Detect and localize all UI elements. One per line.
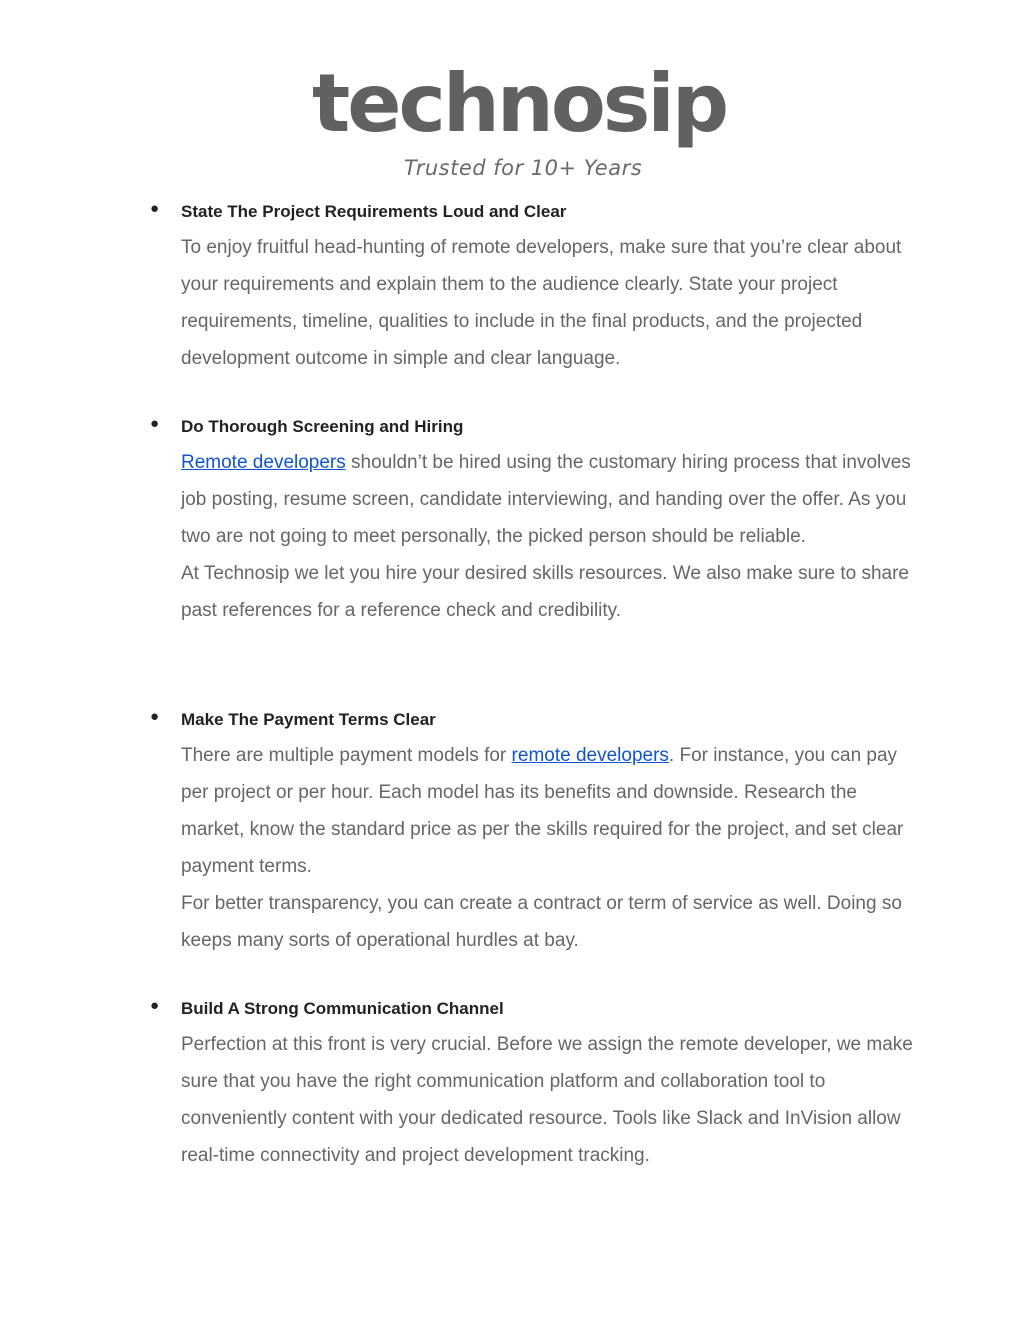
bullet-icon: ●: [150, 708, 160, 725]
remote-developers-link[interactable]: remote developers: [511, 745, 669, 766]
section-heading: Build A Strong Communication Channel: [181, 999, 504, 1018]
section-paragraph: For better transparency, you can create a contract or term of service as well. Doing so keeps many sorts of operational hurdles at bay.: [181, 893, 902, 951]
section-screening: [150, 415, 930, 629]
bullet-icon: ●: [150, 997, 160, 1014]
logo-wordmark: technosip: [312, 57, 727, 150]
bullet-icon: ●: [150, 415, 160, 432]
section-heading: Make The Payment Terms Clear: [181, 710, 436, 729]
section-paragraph: Perfection at this front is very crucial. Before we assign the remote developer, we make sure that you have the right communication platform and collaboration tool to conveniently content with your dedicated resource. Tools like Slack and InVision allow real-time connectivity and project development tracking.: [181, 1034, 913, 1166]
paragraph-text: . For instance, you can pay per project or per hour. Each model has its benefits and downside. Research the market, know the standard price as per the skills required for the project, and set clear payment terms.: [181, 745, 904, 877]
remote-developers-link[interactable]: Remote developers: [181, 452, 346, 473]
section-paragraph: At Technosip we let you hire your desired skills resources. We also make sure to share past references for a reference check and credibility.: [181, 563, 909, 621]
paragraph-text: There are multiple payment models for: [181, 745, 512, 766]
section-paragraph: [181, 444, 923, 555]
bullet-icon: ●: [150, 200, 160, 217]
paragraph-text: shouldn’t be hired using the customary hiring process that involves job posting, resume screen, candidate interviewing, and handing over the offer. As you two are not going to meet personally, the picked person should be reliable.: [181, 452, 911, 547]
section-payment: [150, 708, 930, 959]
section-requirements: [150, 200, 930, 377]
section-heading: Do Thorough Screening and Hiring: [181, 417, 464, 436]
section-heading: State The Project Requirements Loud and Clear: [181, 202, 567, 221]
logo-tagline: Trusted for 10+ Years: [404, 156, 643, 180]
section-communication: [150, 997, 930, 1174]
section-paragraph: [181, 737, 923, 885]
technosip-logo: [300, 57, 727, 188]
section-paragraph: To enjoy fruitful head-hunting of remote developers, make sure that you’re clear about your requirements and explain them to the audience clearly. State your project requirements, timeline, qualities to include in the final products, and the projected development outcome in simple and clear language.: [181, 237, 902, 369]
